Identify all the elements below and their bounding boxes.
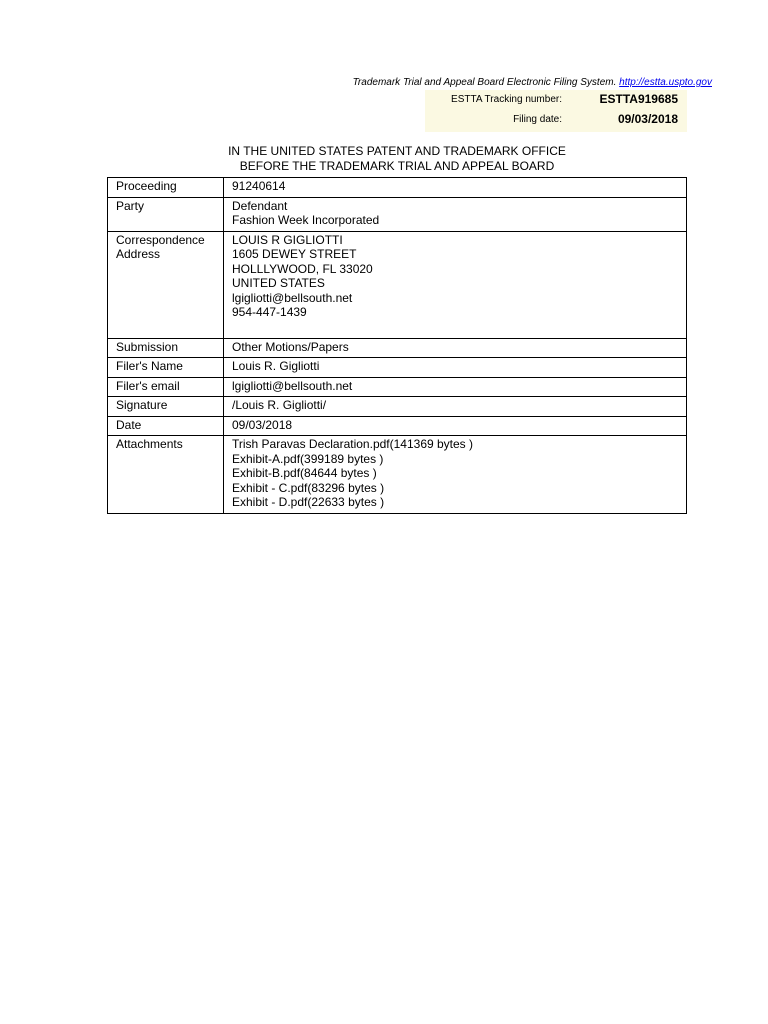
- system-name: Trademark Trial and Appeal Board Electronic Filing System.: [352, 77, 617, 88]
- table-row-signature: [108, 397, 687, 417]
- attachment-item: Trish Paravas Declaration.pdf(141369 bytes ): [232, 437, 474, 451]
- party-value: [224, 197, 687, 231]
- date-value: 09/03/2018: [224, 416, 687, 436]
- correspondent-country: UNITED STATES: [232, 276, 325, 290]
- date-label: Date: [108, 416, 224, 436]
- signature-value: /Louis R. Gigliotti/: [224, 397, 687, 417]
- signature-label: Signature: [108, 397, 224, 417]
- correspondence-label-line-2: Address: [116, 247, 161, 261]
- submission-label: Submission: [108, 338, 224, 358]
- correspondent-city: HOLLLYWOOD, FL 33020: [232, 261, 373, 276]
- correspondence-label-line-1: Correspondence: [116, 232, 205, 247]
- attachment-item: Exhibit - C.pdf(83296 bytes ): [232, 480, 385, 495]
- correspondence-label: [108, 231, 224, 338]
- tracking-number-value: ESTTA919685: [599, 92, 678, 106]
- table-row-attachments: [108, 436, 687, 514]
- system-link[interactable]: http://estta.uspto.gov: [619, 77, 712, 88]
- table-row-party: [108, 197, 687, 231]
- table-row-filer-name: [108, 358, 687, 378]
- filer-name-value: Louis R. Gigliotti: [224, 358, 687, 378]
- document-title: [107, 144, 687, 174]
- filer-email-value: lgigliotti@bellsouth.net: [224, 377, 687, 397]
- correspondent-street: 1605 DEWEY STREET: [232, 247, 357, 261]
- correspondence-value: [224, 231, 687, 338]
- table-row-filer-email: [108, 377, 687, 397]
- table-row-proceeding: [108, 178, 687, 198]
- filing-date-row: [425, 110, 687, 130]
- tracking-number-label: ESTTA Tracking number:: [451, 94, 562, 105]
- correspondent-name: LOUIS R GIGLIOTTI: [232, 232, 343, 247]
- system-header: [353, 77, 712, 88]
- tracking-box: [425, 90, 687, 132]
- table-row-date: [108, 416, 687, 436]
- filing-date-value: 09/03/2018: [617, 112, 678, 126]
- filing-date-label: Filing date:: [513, 114, 562, 125]
- proceeding-label: Proceeding: [108, 178, 224, 198]
- table-row-submission: [108, 338, 687, 358]
- attachment-item: Exhibit - D.pdf(22633 bytes ): [232, 495, 385, 509]
- submission-value: Other Motions/Papers: [224, 338, 687, 358]
- filer-name-label: Filer's Name: [108, 358, 224, 378]
- tracking-number-row: [425, 90, 687, 110]
- proceeding-value: 91240614: [224, 178, 687, 198]
- attachment-item: Exhibit-A.pdf(399189 bytes ): [232, 451, 384, 466]
- attachments-value: [224, 436, 687, 514]
- party-label: Party: [108, 197, 224, 231]
- table-row-correspondence: [108, 231, 687, 338]
- party-name: Fashion Week Incorporated: [232, 213, 380, 227]
- filing-details-table: [107, 177, 687, 514]
- title-line-2: BEFORE THE TRADEMARK TRIAL AND APPEAL BOARD: [239, 159, 555, 173]
- filer-email-label: Filer's email: [108, 377, 224, 397]
- correspondent-phone: 954-447-1439: [232, 305, 307, 319]
- correspondent-email: lgigliotti@bellsouth.net: [232, 290, 353, 305]
- attachments-label: Attachments: [108, 436, 224, 514]
- title-line-1: IN THE UNITED STATES PATENT AND TRADEMARK OFFICE: [228, 144, 566, 158]
- attachment-item: Exhibit-B.pdf(84644 bytes ): [232, 466, 377, 480]
- party-role: Defendant: [232, 198, 288, 213]
